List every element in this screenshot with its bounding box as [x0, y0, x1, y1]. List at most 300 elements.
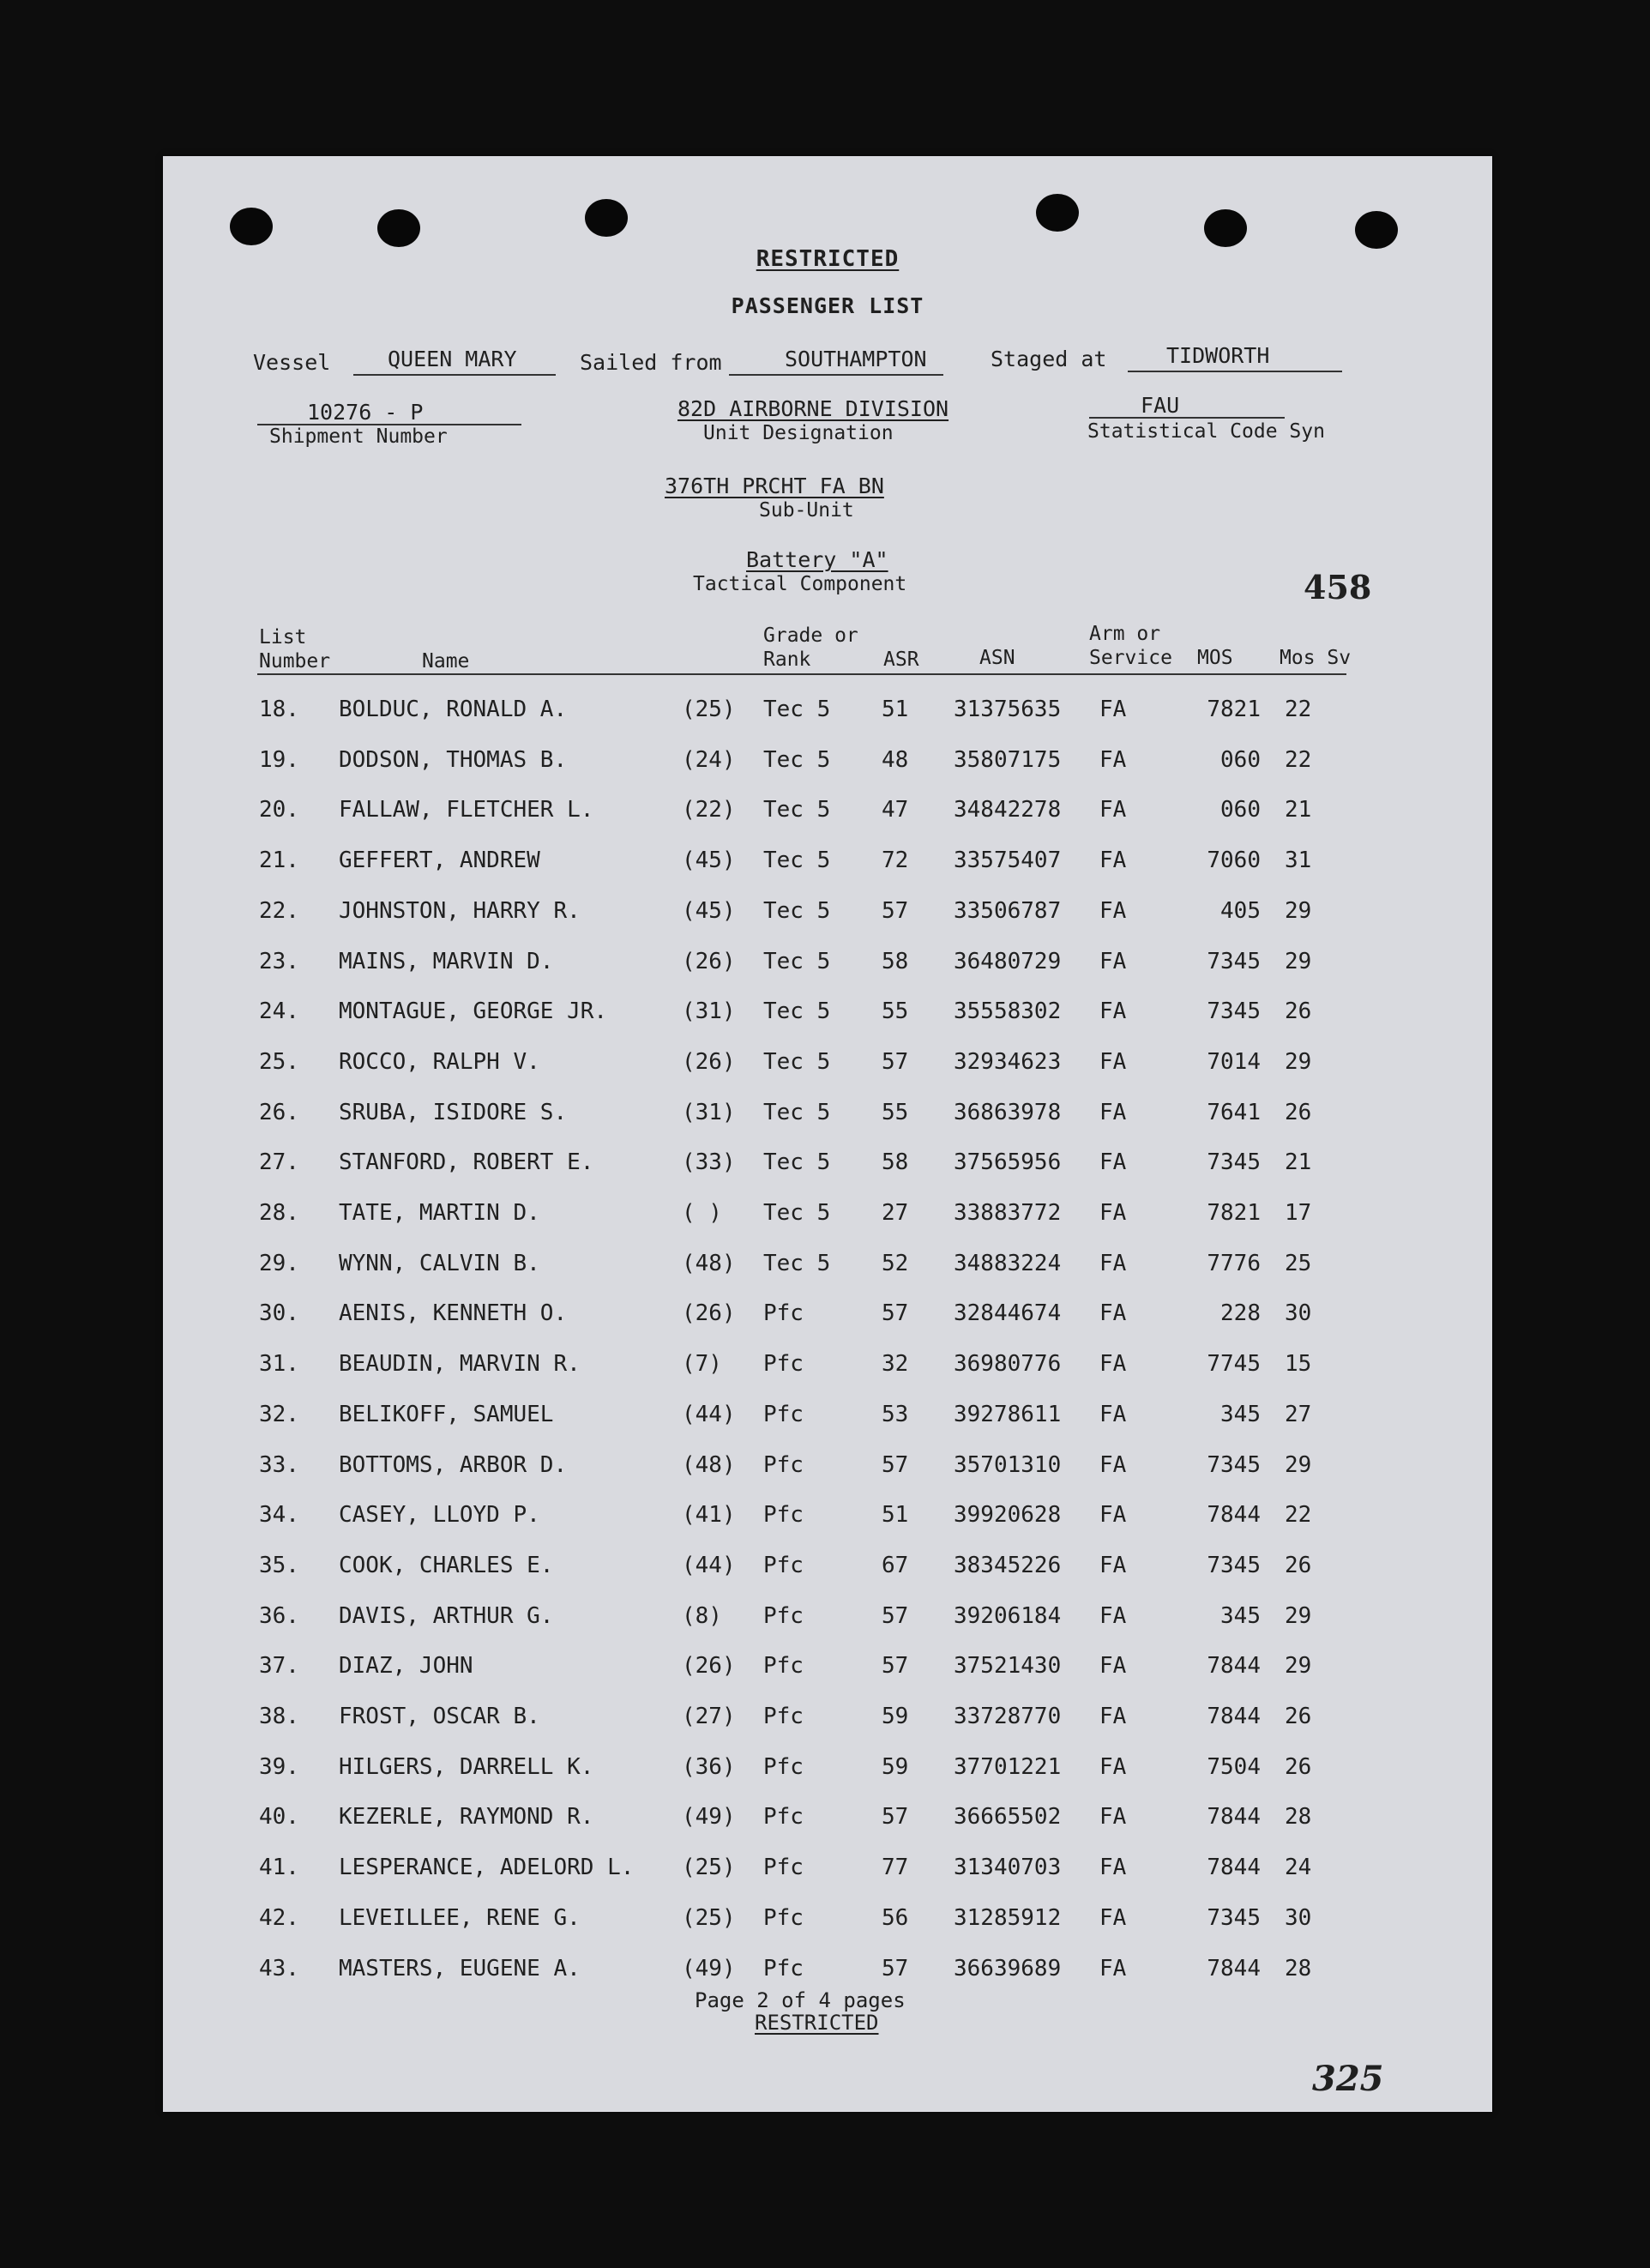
table-row	[163, 949, 1492, 983]
cell-age: (25)	[682, 1855, 736, 1881]
cell-mos: 7345	[1207, 1552, 1261, 1578]
shipment-number: 10276 - P	[307, 400, 424, 425]
cell-asn: 35701310	[954, 1451, 1062, 1478]
cell-age: (33)	[682, 1149, 736, 1176]
cell-num: 19.	[259, 746, 299, 773]
col-name: Name	[422, 650, 470, 673]
cell-name: DIAZ, JOHN	[339, 1653, 473, 1680]
cell-mos: 7345	[1207, 1149, 1261, 1176]
classification-bottom: RESTRICTED	[755, 2011, 879, 2035]
cell-arm: FA	[1099, 1502, 1127, 1529]
cell-grade: Pfc	[763, 1401, 804, 1427]
cell-age: (25)	[682, 697, 736, 722]
cell-num: 28.	[259, 1200, 299, 1226]
cell-age: (22)	[682, 797, 736, 823]
cell-name: HILGERS, DARRELL K.	[339, 1753, 594, 1780]
cell-asr: 57	[882, 1804, 909, 1831]
cell-asr: 58	[882, 1149, 909, 1176]
cell-arm: FA	[1099, 697, 1127, 722]
unit-designation-label: Unit Designation	[703, 422, 894, 444]
cell-age: (41)	[682, 1502, 736, 1529]
col-mos-sv: Mos Sv	[1280, 647, 1352, 669]
cell-name: FALLAW, FLETCHER L.	[339, 797, 594, 823]
col-list-2: Number	[259, 650, 331, 673]
staged-value: TIDWORTH	[1166, 343, 1270, 368]
cell-name: DODSON, THOMAS B.	[339, 746, 568, 773]
cell-age: (48)	[682, 1451, 736, 1478]
cell-name: LESPERANCE, ADELORD L.	[339, 1855, 635, 1881]
cell-num: 18.	[259, 697, 299, 722]
cell-mos: 345	[1220, 1602, 1261, 1629]
cell-mos: 7345	[1207, 1451, 1261, 1478]
cell-grade: Pfc	[763, 1904, 804, 1931]
cell-grade: Tec 5	[763, 897, 831, 924]
cell-arm: FA	[1099, 1300, 1127, 1327]
cell-name: LEVEILLEE, RENE G.	[339, 1904, 581, 1931]
cell-asn: 33575407	[954, 847, 1062, 874]
cell-grade: Pfc	[763, 1451, 804, 1478]
cell-name: BOTTOMS, ARBOR D.	[339, 1451, 568, 1478]
cell-asn: 39920628	[954, 1502, 1062, 1529]
cell-grade: Tec 5	[763, 797, 831, 823]
cell-name: WYNN, CALVIN B.	[339, 1250, 540, 1276]
cell-asr: 55	[882, 998, 909, 1025]
sub-unit-label: Sub-Unit	[759, 499, 854, 522]
cell-arm: FA	[1099, 1804, 1127, 1831]
cell-sv: 21	[1285, 1149, 1312, 1176]
cell-sv: 17	[1285, 1200, 1312, 1226]
sailed-value: SOUTHAMPTON	[785, 347, 927, 371]
cell-asr: 57	[882, 1300, 909, 1327]
sailed-underline	[729, 374, 943, 376]
cell-grade: Tec 5	[763, 948, 831, 974]
cell-grade: Pfc	[763, 1855, 804, 1881]
cell-grade: Tec 5	[763, 1048, 831, 1075]
cell-asr: 72	[882, 847, 909, 874]
cell-grade: Tec 5	[763, 746, 831, 773]
cell-asr: 58	[882, 948, 909, 974]
cell-arm: FA	[1099, 1200, 1127, 1226]
cell-asn: 36665502	[954, 1804, 1062, 1831]
cell-num: 32.	[259, 1401, 299, 1427]
cell-sv: 30	[1285, 1300, 1312, 1327]
col-arm-2: Service	[1089, 647, 1172, 669]
cell-arm: FA	[1099, 1149, 1127, 1176]
classification-top: RESTRICTED	[756, 246, 900, 272]
cell-num: 33.	[259, 1451, 299, 1478]
cell-num: 26.	[259, 1099, 299, 1125]
handwritten-number: 325	[1312, 2059, 1384, 2099]
cell-asr: 67	[882, 1552, 909, 1578]
cell-num: 29.	[259, 1250, 299, 1276]
cell-mos: 7844	[1207, 1804, 1261, 1831]
cell-num: 22.	[259, 897, 299, 924]
cell-asn: 39206184	[954, 1602, 1062, 1629]
document-title: PASSENGER LIST	[731, 293, 924, 318]
vessel-value: QUEEN MARY	[388, 347, 517, 371]
cell-num: 24.	[259, 998, 299, 1025]
table-row	[163, 1804, 1492, 1838]
cell-asn: 36639689	[954, 1955, 1062, 1981]
cell-name: MASTERS, EUGENE A.	[339, 1955, 581, 1981]
cell-arm: FA	[1099, 1955, 1127, 1981]
shipment-label: Shipment Number	[269, 425, 448, 448]
cell-arm: FA	[1099, 797, 1127, 823]
cell-asn: 37565956	[954, 1149, 1062, 1176]
cell-sv: 24	[1285, 1855, 1312, 1881]
table-row	[163, 898, 1492, 932]
cell-asn: 31285912	[954, 1904, 1062, 1931]
punch-hole	[1204, 209, 1247, 247]
table-row	[163, 1300, 1492, 1335]
table-row	[163, 1603, 1492, 1638]
cell-num: 42.	[259, 1904, 299, 1931]
cell-age: (49)	[682, 1955, 736, 1981]
cell-arm: FA	[1099, 998, 1127, 1025]
col-list-1: List	[259, 626, 307, 648]
cell-grade: Pfc	[763, 1753, 804, 1780]
table-row	[163, 1855, 1492, 1889]
cell-name: DAVIS, ARTHUR G.	[339, 1602, 554, 1629]
cell-asn: 36980776	[954, 1351, 1062, 1378]
cell-name: STANFORD, ROBERT E.	[339, 1149, 594, 1176]
cell-asr: 57	[882, 1048, 909, 1075]
cell-mos: 7844	[1207, 1502, 1261, 1529]
stat-code-label: Statistical Code Syn	[1087, 420, 1325, 443]
cell-grade: Pfc	[763, 1552, 804, 1578]
cell-sv: 15	[1285, 1351, 1312, 1378]
cell-asn: 32844674	[954, 1300, 1062, 1327]
cell-age: (24)	[682, 746, 736, 773]
cell-sv: 26	[1285, 1552, 1312, 1578]
cell-asr: 32	[882, 1351, 909, 1378]
cell-age: (26)	[682, 1048, 736, 1075]
cell-sv: 26	[1285, 1753, 1312, 1780]
cell-mos: 7776	[1207, 1250, 1261, 1276]
cell-asr: 57	[882, 1451, 909, 1478]
cell-name: CASEY, LLOYD P.	[339, 1502, 540, 1529]
cell-asn: 34883224	[954, 1250, 1062, 1276]
table-row	[163, 1905, 1492, 1939]
cell-sv: 26	[1285, 1704, 1312, 1729]
cell-asr: 59	[882, 1753, 909, 1780]
staged-underline	[1128, 371, 1342, 372]
cell-sv: 22	[1285, 746, 1312, 773]
cell-arm: FA	[1099, 948, 1127, 974]
tactical-value: Battery "A"	[746, 547, 888, 572]
cell-arm: FA	[1099, 1704, 1127, 1729]
table-row	[163, 1704, 1492, 1738]
cell-asn: 39278611	[954, 1401, 1062, 1427]
cell-arm: FA	[1099, 1904, 1127, 1931]
vessel-label: Vessel	[253, 350, 331, 375]
cell-asr: 57	[882, 897, 909, 924]
cell-name: SRUBA, ISIDORE S.	[339, 1099, 568, 1125]
table-row	[163, 1502, 1492, 1536]
cell-num: 30.	[259, 1300, 299, 1327]
cell-num: 40.	[259, 1804, 299, 1831]
punch-hole	[585, 199, 628, 237]
cell-sv: 31	[1285, 847, 1312, 874]
cell-asr: 57	[882, 1653, 909, 1680]
cell-asr: 55	[882, 1099, 909, 1125]
table-row	[163, 697, 1492, 731]
cell-mos: 228	[1220, 1300, 1261, 1327]
table-row	[163, 1351, 1492, 1385]
cell-sv: 29	[1285, 948, 1312, 974]
cell-arm: FA	[1099, 1048, 1127, 1075]
cell-num: 36.	[259, 1602, 299, 1629]
cell-sv: 29	[1285, 1602, 1312, 1629]
cell-age: (7)	[682, 1351, 722, 1378]
cell-arm: FA	[1099, 1451, 1127, 1478]
cell-age: (31)	[682, 998, 736, 1025]
cell-asn: 34842278	[954, 797, 1062, 823]
cell-arm: FA	[1099, 1753, 1127, 1780]
cell-asr: 59	[882, 1704, 909, 1729]
cell-sv: 21	[1285, 797, 1312, 823]
cell-age: (44)	[682, 1401, 736, 1427]
cell-name: KEZERLE, RAYMOND R.	[339, 1804, 594, 1831]
cell-num: 21.	[259, 847, 299, 874]
cell-grade: Pfc	[763, 1955, 804, 1981]
cell-asn: 38345226	[954, 1552, 1062, 1578]
sailed-label: Sailed from	[580, 350, 722, 375]
cell-age: ( )	[682, 1200, 722, 1226]
cell-asn: 37701221	[954, 1753, 1062, 1780]
punch-hole	[1036, 194, 1079, 232]
cell-sv: 29	[1285, 1451, 1312, 1478]
cell-age: (31)	[682, 1099, 736, 1125]
cell-name: ROCCO, RALPH V.	[339, 1048, 540, 1075]
punch-hole	[377, 209, 420, 247]
table-row	[163, 1200, 1492, 1234]
cell-arm: FA	[1099, 1552, 1127, 1578]
cell-grade: Tec 5	[763, 1099, 831, 1125]
cell-age: (49)	[682, 1804, 736, 1831]
table-row	[163, 1100, 1492, 1134]
cell-mos: 7821	[1207, 697, 1261, 722]
cell-mos: 7014	[1207, 1048, 1261, 1075]
cell-asn: 36863978	[954, 1099, 1062, 1125]
cell-asr: 52	[882, 1250, 909, 1276]
cell-age: (44)	[682, 1552, 736, 1578]
cell-sv: 29	[1285, 1653, 1312, 1680]
cell-grade: Tec 5	[763, 998, 831, 1025]
header-rule	[257, 673, 1346, 675]
cell-asr: 57	[882, 1602, 909, 1629]
cell-asr: 53	[882, 1401, 909, 1427]
cell-name: FROST, OSCAR B.	[339, 1704, 540, 1729]
cell-mos: 7844	[1207, 1704, 1261, 1729]
col-grade-2: Rank	[763, 648, 811, 671]
cell-grade: Pfc	[763, 1653, 804, 1680]
cell-mos: 7345	[1207, 948, 1261, 974]
cell-grade: Tec 5	[763, 1149, 831, 1176]
cell-grade: Pfc	[763, 1502, 804, 1529]
cell-mos: 7821	[1207, 1200, 1261, 1226]
col-asn: ASN	[979, 647, 1015, 669]
table-row	[163, 1452, 1492, 1487]
cell-name: BELIKOFF, SAMUEL	[339, 1401, 554, 1427]
cell-age: (25)	[682, 1904, 736, 1931]
cell-sv: 22	[1285, 1502, 1312, 1529]
cell-arm: FA	[1099, 847, 1127, 874]
cell-arm: FA	[1099, 1099, 1127, 1125]
cell-asn: 32934623	[954, 1048, 1062, 1075]
cell-num: 41.	[259, 1855, 299, 1881]
table-row	[163, 1653, 1492, 1687]
cell-asn: 35807175	[954, 746, 1062, 773]
cell-num: 35.	[259, 1552, 299, 1578]
cell-asn: 33883772	[954, 1200, 1062, 1226]
cell-age: (48)	[682, 1250, 736, 1276]
cell-grade: Pfc	[763, 1804, 804, 1831]
cell-asn: 36480729	[954, 948, 1062, 974]
cell-name: GEFFERT, ANDREW	[339, 847, 540, 874]
cell-arm: FA	[1099, 1602, 1127, 1629]
cell-asr: 56	[882, 1904, 909, 1931]
cell-sv: 22	[1285, 697, 1312, 722]
cell-name: BEAUDIN, MARVIN R.	[339, 1351, 581, 1378]
cell-asr: 27	[882, 1200, 909, 1226]
document-page	[163, 156, 1492, 2112]
table-row	[163, 998, 1492, 1033]
cell-num: 37.	[259, 1653, 299, 1680]
cell-num: 43.	[259, 1955, 299, 1981]
cell-arm: FA	[1099, 1250, 1127, 1276]
cell-asr: 51	[882, 1502, 909, 1529]
cell-mos: 7844	[1207, 1653, 1261, 1680]
cell-grade: Pfc	[763, 1351, 804, 1378]
cell-mos: 345	[1220, 1401, 1261, 1427]
cell-age: (45)	[682, 897, 736, 924]
cell-sv: 28	[1285, 1804, 1312, 1831]
table-row	[163, 1956, 1492, 1990]
cell-age: (45)	[682, 847, 736, 874]
cell-grade: Pfc	[763, 1602, 804, 1629]
cell-sv: 29	[1285, 897, 1312, 924]
cell-sv: 30	[1285, 1904, 1312, 1931]
table-row	[163, 797, 1492, 831]
cell-mos: 7745	[1207, 1351, 1261, 1378]
cell-sv: 27	[1285, 1401, 1312, 1427]
cell-age: (36)	[682, 1753, 736, 1780]
cell-arm: FA	[1099, 1351, 1127, 1378]
page-of: Page 2 of 4 pages	[695, 1988, 906, 2012]
cell-grade: Tec 5	[763, 697, 831, 722]
cell-mos: 7844	[1207, 1855, 1261, 1881]
cell-name: JOHNSTON, HARRY R.	[339, 897, 581, 924]
cell-asn: 31375635	[954, 697, 1062, 722]
cell-mos: 405	[1220, 897, 1261, 924]
cell-num: 25.	[259, 1048, 299, 1075]
cell-asn: 37521430	[954, 1653, 1062, 1680]
cell-grade: Pfc	[763, 1300, 804, 1327]
cell-grade: Pfc	[763, 1704, 804, 1729]
table-row	[163, 1149, 1492, 1184]
cell-asr: 47	[882, 797, 909, 823]
table-row	[163, 1402, 1492, 1436]
cell-arm: FA	[1099, 1401, 1127, 1427]
table-row	[163, 1553, 1492, 1587]
cell-name: COOK, CHARLES E.	[339, 1552, 554, 1578]
cell-asn: 33506787	[954, 897, 1062, 924]
punch-hole	[1355, 211, 1398, 249]
cell-asr: 57	[882, 1955, 909, 1981]
cell-mos: 7345	[1207, 1904, 1261, 1931]
cell-num: 39.	[259, 1753, 299, 1780]
punch-hole	[230, 208, 273, 245]
col-arm-1: Arm or	[1089, 623, 1161, 645]
cell-name: MONTAGUE, GEORGE JR.	[339, 998, 608, 1025]
unit-designation-value: 82D AIRBORNE DIVISION	[677, 396, 949, 421]
cell-asn: 35558302	[954, 998, 1062, 1025]
stat-code-value: FAU	[1141, 393, 1180, 418]
col-grade-1: Grade or	[763, 624, 858, 647]
cell-sv: 26	[1285, 998, 1312, 1025]
table-row	[163, 1049, 1492, 1083]
table-row	[163, 1251, 1492, 1285]
page-number: 458	[1304, 568, 1372, 606]
col-asr: ASR	[883, 648, 919, 671]
cell-arm: FA	[1099, 897, 1127, 924]
table-row	[163, 1754, 1492, 1788]
cell-grade: Tec 5	[763, 1200, 831, 1226]
cell-arm: FA	[1099, 1653, 1127, 1680]
cell-asn: 33728770	[954, 1704, 1062, 1729]
cell-grade: Tec 5	[763, 1250, 831, 1276]
cell-mos: 7504	[1207, 1753, 1261, 1780]
cell-mos: 7345	[1207, 998, 1261, 1025]
table-row	[163, 747, 1492, 781]
cell-asn: 31340703	[954, 1855, 1062, 1881]
cell-mos: 7060	[1207, 847, 1261, 874]
cell-arm: FA	[1099, 746, 1127, 773]
table-row	[163, 847, 1492, 882]
stat-code-underline	[1089, 417, 1285, 419]
cell-mos: 060	[1220, 797, 1261, 823]
cell-mos: 7641	[1207, 1099, 1261, 1125]
cell-age: (8)	[682, 1602, 722, 1629]
staged-label: Staged at	[991, 347, 1107, 371]
cell-mos: 060	[1220, 746, 1261, 773]
cell-name: TATE, MARTIN D.	[339, 1200, 540, 1226]
cell-sv: 29	[1285, 1048, 1312, 1075]
cell-name: AENIS, KENNETH O.	[339, 1300, 568, 1327]
cell-name: BOLDUC, RONALD A.	[339, 697, 568, 722]
cell-num: 20.	[259, 797, 299, 823]
cell-age: (26)	[682, 1653, 736, 1680]
cell-age: (27)	[682, 1704, 736, 1729]
cell-arm: FA	[1099, 1855, 1127, 1881]
cell-asr: 48	[882, 746, 909, 773]
cell-num: 27.	[259, 1149, 299, 1176]
cell-sv: 26	[1285, 1099, 1312, 1125]
cell-num: 34.	[259, 1502, 299, 1529]
cell-sv: 25	[1285, 1250, 1312, 1276]
cell-asr: 51	[882, 697, 909, 722]
cell-mos: 7844	[1207, 1955, 1261, 1981]
cell-num: 23.	[259, 948, 299, 974]
cell-age: (26)	[682, 1300, 736, 1327]
cell-sv: 28	[1285, 1955, 1312, 1981]
vessel-underline	[353, 374, 556, 376]
col-mos: MOS	[1197, 647, 1233, 669]
cell-age: (26)	[682, 948, 736, 974]
cell-num: 38.	[259, 1704, 299, 1729]
sub-unit-value: 376TH PRCHT FA BN	[665, 474, 884, 498]
